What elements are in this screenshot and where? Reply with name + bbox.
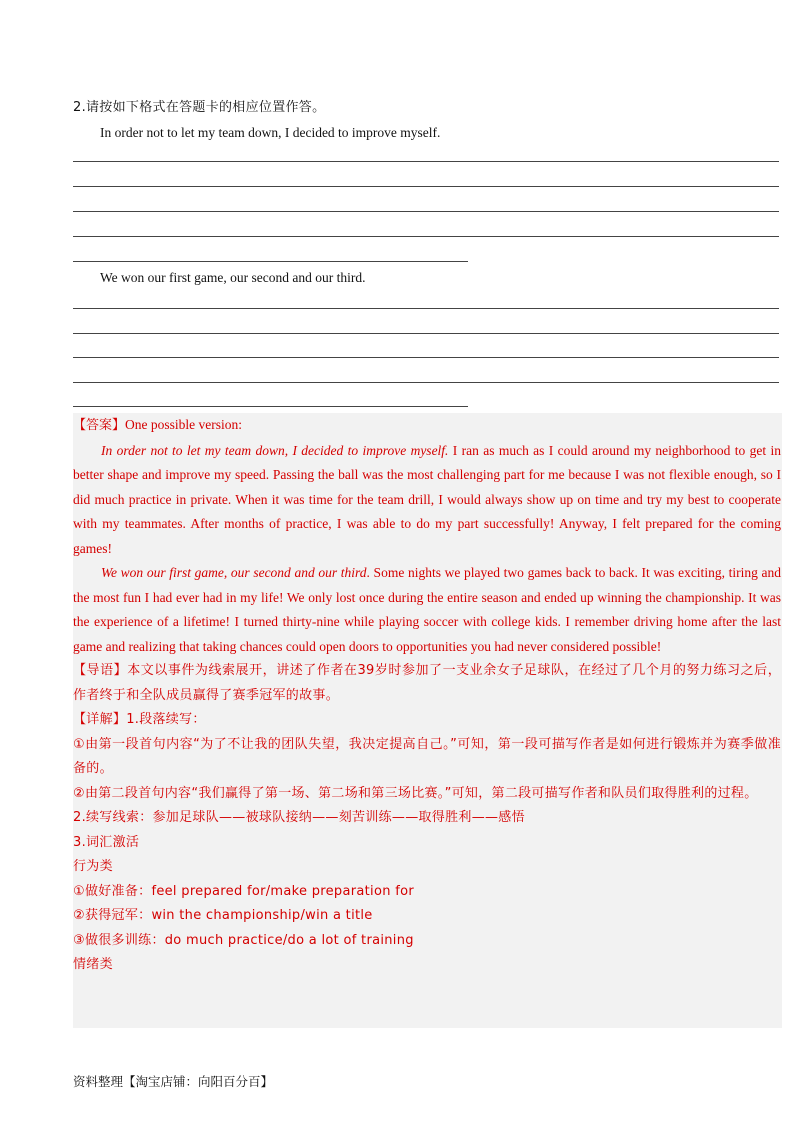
detail-heading-1: 1.段落续写：	[126, 712, 206, 727]
answer-line	[73, 406, 468, 407]
answer-line	[73, 308, 779, 309]
prompt-paragraph-2: We won our first game, our second and our third.	[100, 270, 366, 285]
answer-line	[73, 236, 779, 237]
detail-clues: 2.续写线索：参加足球队——被球队接纳——刻苦训练——取得胜利——感悟	[73, 810, 525, 825]
answer-p2-body: . Some nights we played two games back to back. It was exciting, tiring and the most fun I had ever had in my life! We only lost once during the entire season and ended up winning the championship. It was the experience of a lifetime! I turned thirty-nine while playing soccer with college kids. I remember driving home after the last game and realizing that taking chances could open doors to opportunities you had never considered possible!	[73, 565, 781, 654]
answer-p1-opening: In order not to let my team down, I decided to improve myself.	[101, 442, 449, 458]
question-heading: 2.请按如下格式在答题卡的相应位置作答。	[73, 100, 326, 115]
answer-line	[73, 382, 779, 383]
answer-p2-opening: We won our first game, our second and our third	[101, 565, 367, 580]
answer-line	[73, 261, 468, 262]
detail-item-1: ①由第一段首句内容“为了不让我的团队失望，我决定提高自己。”可知，第一段可描写作者是如何进行锻炼并为赛季做准备的。	[73, 736, 781, 776]
answer-line	[73, 161, 779, 162]
detail-label: 【详解】	[73, 712, 127, 727]
answer-line	[73, 186, 779, 187]
answer-line	[73, 333, 779, 334]
vocab-heading: 3.词汇激活	[73, 834, 140, 850]
vocab-item-2: ②获得冠军：win the championship/win a title	[73, 908, 373, 923]
answer-label-line	[73, 413, 781, 439]
detail-heading-line	[73, 708, 781, 733]
answer-paragraph-1	[73, 439, 781, 562]
guide-text: 本文以事件为线索展开，讲述了作者在39岁时参加了一支业余女子足球队，在经过了几个月的努力练习之后，作者终于和全队成员赢得了赛季冠军的故事。	[73, 663, 781, 703]
answer-line	[73, 211, 779, 212]
vocab-item-3: ③做很多训练：do much practice/do a lot of training	[73, 932, 414, 948]
detail-item-2: ②由第二段首句内容“我们赢得了第一场、第二场和第三场比赛。”可知，第二段可描写作者和队员们取得胜利的过程。	[73, 785, 758, 801]
vocab-category-emotion: 情绪类	[73, 957, 113, 972]
answer-section	[73, 413, 781, 978]
vocab-item-1: ①做好准备：feel prepared for/make preparation for	[73, 883, 414, 899]
prompt-paragraph-1: In order not to let my team down, I decided to improve myself.	[100, 125, 441, 140]
guide-paragraph	[73, 659, 781, 708]
answer-label: 【答案】	[73, 418, 126, 433]
answer-line	[73, 357, 779, 358]
page-footer: 资料整理【淘宝店铺：向阳百分百】	[73, 1074, 274, 1089]
answer-label-text: One possible version:	[125, 417, 243, 432]
guide-label: 【导语】	[73, 663, 128, 678]
answer-paragraph-2	[73, 561, 781, 659]
vocab-category-action: 行为类	[73, 859, 113, 874]
answer-p1-body: I ran as much as I could around my neighborhood to get in better shape and improve my speed. Passing the ball was the most challenging part for me because I was not flexible enough, so I did much practice in private. When it was time for the team drill, I would always show up on time and try my best to cooperate with my teammates. After months of practice, I was able to do my part successfully! Anyway, I felt prepared for the coming games!	[73, 442, 781, 556]
